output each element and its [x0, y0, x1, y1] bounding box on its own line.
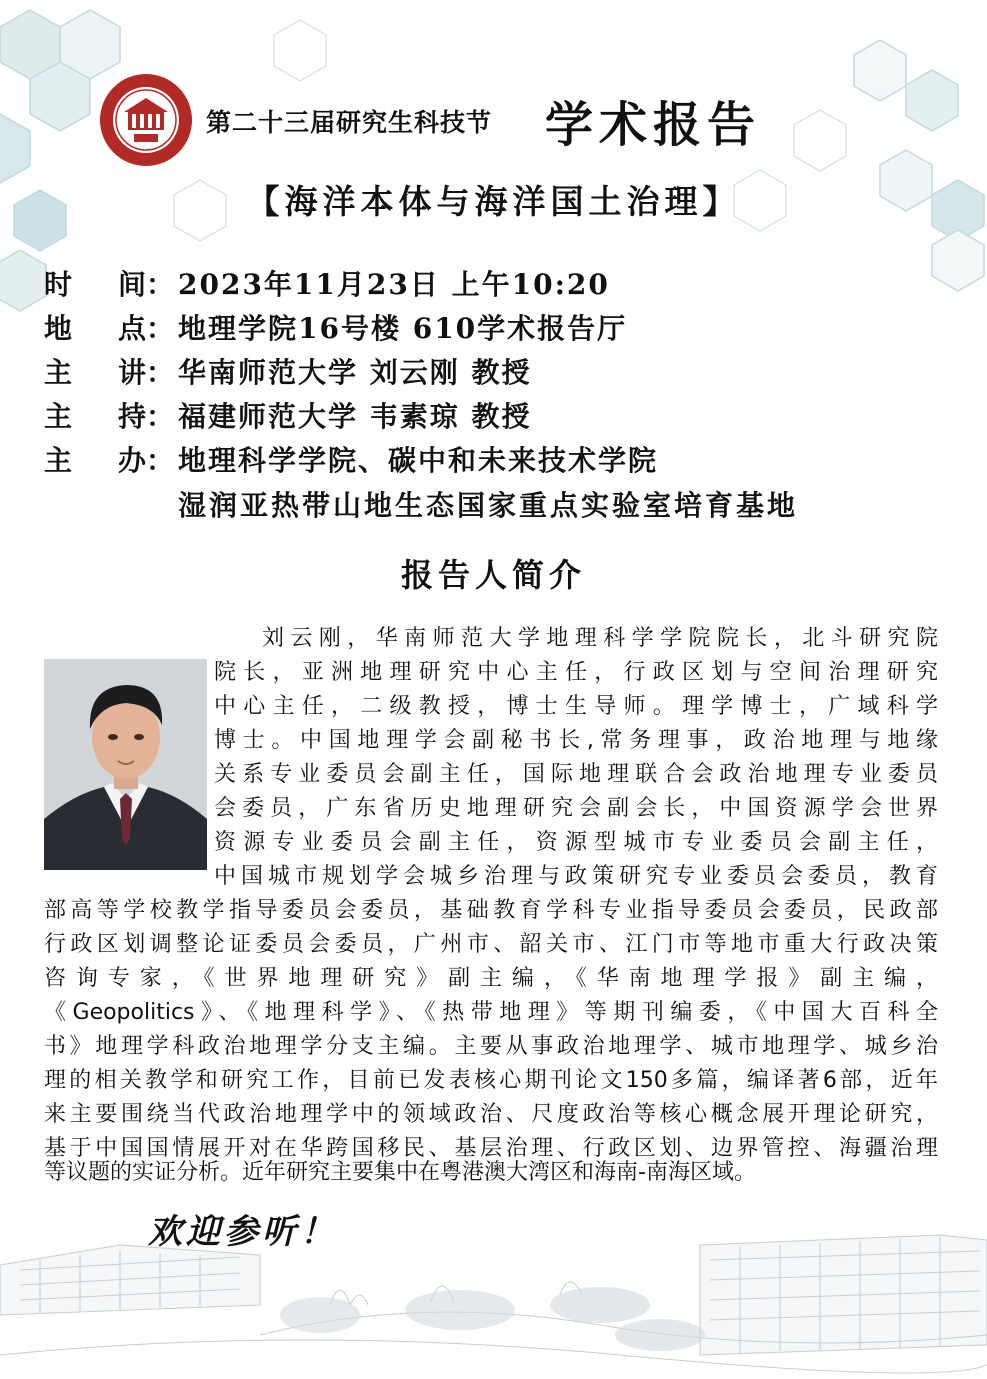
info-value-organizer: 地理科学学院、碳中和未来技术学院	[178, 444, 659, 477]
bio-line: 院长，亚洲地理研究中心主任，行政区划与空间治理研究	[214, 660, 938, 685]
bio-line: 等议题的实证分析。近年研究主要集中在粤港澳大湾区和海南-南海区域。	[44, 1160, 756, 1185]
bio-line: 理的相关教学和研究工作，目前已发表核心期刊论文150多篇，编译著6部，近年	[44, 1068, 938, 1093]
bio-line: 基于中国国情展开对在华跨国移民、基层治理、行政区划、边界管控、海疆治理	[44, 1136, 938, 1161]
info-value-location: 地理学院16号楼 610学术报告厅	[178, 312, 628, 345]
info-label: 主 持：	[44, 400, 174, 433]
bio-line: 博士。中国地理学会副秘书长,常务理事，政治地理与地缘	[214, 728, 938, 753]
welcome-text: 欢迎参听！	[148, 1212, 338, 1252]
bio-line: 来主要围绕当代政治地理学中的领域政治、尺度政治等核心概念展开理论研究，	[44, 1102, 938, 1127]
bio-line: 书》地理学科政治地理学分支主编。主要从事政治地理学、城市地理学、城乡治	[44, 1034, 938, 1059]
bio-line: 会委员，广东省历史地理研究会副会长，中国资源学会世界	[214, 796, 938, 821]
info-label: 主 讲：	[44, 356, 174, 389]
info-value-host: 福建师范大学 韦素琼 教授	[178, 400, 532, 433]
info-label: 地 点：	[44, 312, 174, 345]
bio-line: 中国城市规划学会城乡治理与政策研究专业委员会委员，教育	[214, 864, 938, 889]
report-topic: 【海洋本体与海洋国土治理】	[246, 182, 741, 221]
bio-line: 资源专业委员会副主任，资源型城市专业委员会副主任，	[214, 830, 938, 855]
university-seal-icon	[98, 72, 194, 168]
bio-line: 咨询专家，《世界地理研究》副主编，《华南地理学报》副主编，	[44, 966, 938, 991]
bio-line: 《Geopolitics》、《地理科学》、《热带地理》等期刊编委，《中国大百科全	[44, 1000, 938, 1025]
bio-line: 行政区划调整论证委员会委员，广州市、韶关市、江门市等地市重大行政决策	[44, 932, 938, 957]
bio-line: 关系专业委员会副主任，国际地理联合会政治地理专业委员	[214, 762, 938, 787]
info-value-organizer-2: 湿润亚热带山地生态国家重点实验室培育基地	[178, 489, 799, 522]
info-value-time: 2023年11月23日 上午10:20	[178, 268, 610, 301]
info-value-speaker: 华南师范大学 刘云刚 教授	[178, 356, 532, 389]
speaker-portrait	[44, 659, 207, 870]
info-label: 主 办：	[44, 444, 174, 477]
info-label: 时 间：	[44, 268, 174, 301]
bio-line: 刘云刚，华南师范大学地理科学学院院长，北斗研究院	[262, 626, 938, 651]
report-title: 学术报告	[545, 97, 762, 153]
bio-line: 中心主任，二级教授，博士生导师。理学博士，广域科学	[214, 694, 938, 719]
bio-heading: 报告人简介	[400, 556, 586, 594]
event-name: 第二十三届研究生科技节	[206, 108, 493, 137]
bio-line: 部高等学校教学指导委员会委员，基础教育学科专业指导委员会委员，民政部	[44, 898, 938, 923]
